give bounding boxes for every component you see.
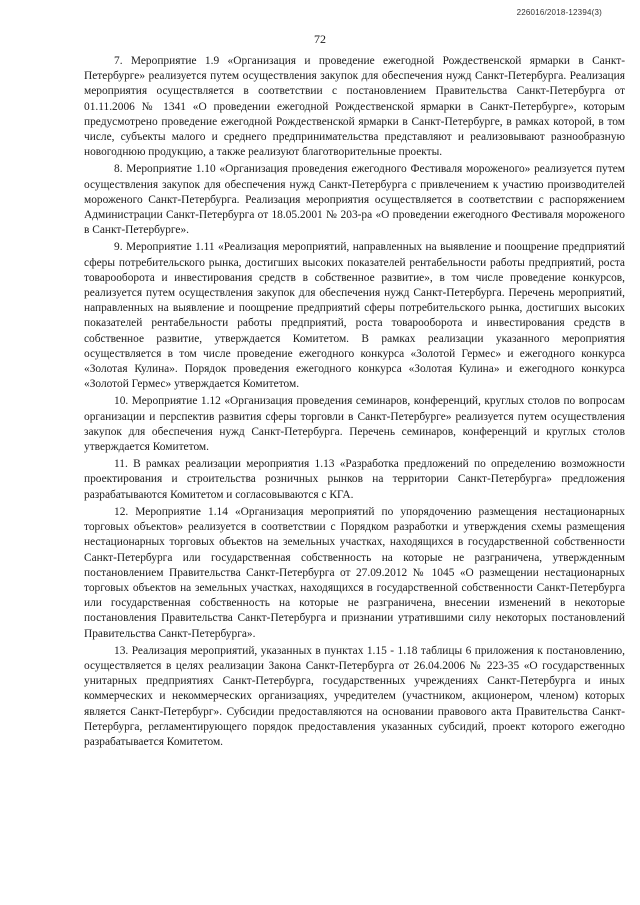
paragraph-item-12: 12. Мероприятие 1.14 «Организация мероприятий по упорядочению размещения нестационарных торговых объектов» реализуется в соответствии с Порядком разработки и утверждения схемы размещения нестационарных торговых объектов на земельных участках, находящихся в государственной собственности Санкт-Петербурга или государственная собственность на которые не разграничена, утвержденным постановлением Правительства Санкт-Петербурга от 27.09.2012 № 1045 «О размещении нестационарных торговых объектов на земельных участках, находящихся в государственной собственности Санкт-Петербурга или государственная собственность на которые не разграничена, внесении изменений в некоторые постановления Правительства Санкт-Петербурга и признании утратившими силу некоторых постановлений Правительства Санкт-Петербурга». xyxy=(84,505,625,640)
document-body xyxy=(84,54,625,752)
paragraph-item-8: 8. Мероприятие 1.10 «Организация проведения ежегодного Фестиваля мороженого» реализуется путем осуществления закупок для обеспечения нужд Санкт-Петербурга с привлечением к участию производителей мороженого Санкт-Петербурга. Реализация мероприятия осуществляется в соответствии с распоряжением Администрации Санкт-Петербурга от 18.05.2001 № 203-ра «О проведении ежегодного Фестиваля мороженого в Санкт-Петербурге». xyxy=(84,163,625,237)
paragraph-item-10: 10. Мероприятие 1.12 «Организация проведения семинаров, конференций, круглых столов по вопросам организации и перспектив развития сферы торговли в Санкт-Петербурге» реализуется путем осуществления закупок для обеспечения нужд Санкт-Петербурга. Перечень семинаров, конференций и круглых столов утверждается Комитетом. xyxy=(84,395,625,454)
paragraph-item-9: 9. Мероприятие 1.11 «Реализация мероприятий, направленных на выявление и поощрение предприятий сферы потребительского рынка, достигших высоких показателей рентабельности работы предприятий, роста товарооборота и инвестирования средств в собственное развитие», в том числе проведение конкурсов, реализуется путем осуществления закупок для обеспечения нужд Санкт-Петербурга. Перечень мероприятий, направленных на выявление и поощрение предприятий сферы потребительского рынка, достигших высоких показателей рентабельности работы предприятий, роста товарооборота и инвестирования средств в собственное развитие, утверждается Комитетом. В рамках реализации указанного мероприятия осуществляется в том числе проведение ежегодного конкурса «Золотой Гермес» и ежегодного конкурса «Золотая Кулина». Порядок проведения ежегодного конкурса «Золотая Кулина» и ежегодного конкурса «Золотой Гермес» утверждается Комитетом. xyxy=(84,241,625,391)
paragraph-item-13: 13. Реализация мероприятий, указанных в пунктах 1.15 - 1.18 таблицы 6 приложения к постановлению, осуществляется в целях реализации Закона Санкт-Петербурга от 26.04.2006 № 223-35 «О государственных унитарных предприятиях Санкт-Петербурга, государственных учреждениях Санкт-Петербурга и иных коммерческих и некоммерческих организациях, учредителем (участником, акционером, членом) которых является Санкт-Петербург». Субсидии предоставляются на основании правового акта Правительства Санкт-Петербурга, регламентирующего порядок предоставления указанных субсидий, проект которого ежегодно разрабатывается Комитетом. xyxy=(84,644,625,748)
paragraph-item-11: 11. В рамках реализации мероприятия 1.13 «Разработка предложений по определению возможности проектирования и строительства розничных рынков на территории Санкт-Петербурга» предложения разрабатываются Комитетом и согласовываются с КГА. xyxy=(84,458,625,501)
paragraph-item-7: 7. Мероприятие 1.9 «Организация и проведение ежегодной Рождественской ярмарки в Санкт-Петербурге» реализуется путем осуществления закупок для обеспечения нужд Санкт-Петербурга. Реализация мероприятия осуществляется в соответствии с постановлением Правительства Санкт-Петербурга от 01.11.2006 № 1341 «О проведении ежегодной Рождественской ярмарки в Санкт-Петербурге», которым предусмотрено проведение ежегодной Рождественской ярмарки в Санкт-Петербурге, в рамках которой, в том числе, субъекты малого и среднего предпринимательства представляют и реализовывают разнообразную новогоднюю продукцию, а также реализуют благотворительные проекты. xyxy=(84,55,625,159)
page-number: 72 xyxy=(314,32,326,46)
document-id: 226016/2018-12394(3) xyxy=(516,8,602,17)
